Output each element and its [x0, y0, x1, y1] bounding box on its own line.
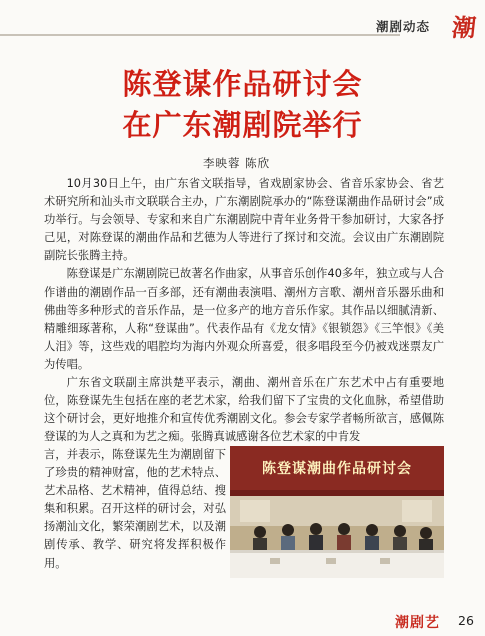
- section-label: 潮剧动态: [376, 19, 431, 34]
- paragraph-3: 广东省文联副主席洪楚平表示，潮曲、潮州音乐在广东艺术中占有重要地位，陈登谋先生包括在座的老艺术家，给我们留下了宝贵的文化血脉，希望借助这个研讨会，更好地推介和宣传优秀潮剧文化。参会专家学者畅所欲言，感佩陈登谋的为人之真和为艺之痴。张腾真诚感谢各位艺术家的中肯发: [44, 376, 444, 444]
- paragraph-1: 10月30日上午，由广东省文联指导，省戏剧家协会、省音乐家协会、省艺术研究所和汕头市文联联合主办，广东潮剧院承办的“陈登谋潮曲作品研讨会”成功举行。与会领导、专家和来自广东潮剧院中青年业务骨干参加研讨，大家各抒己见，对陈登谋的潮曲作品和艺德为人等进行了探讨和交流。会议由广东潮剧院副院长张腾主持。: [44, 177, 444, 263]
- page-number: 26: [458, 613, 474, 628]
- paragraph-3-continuation: 言，并表示，陈登谋先生为潮剧留下了珍贵的精神财富，他的艺术特点、艺术品格、艺术精神，值得总结、搜集和积累。召开这样的研讨会，对弘扬潮汕文化，繁荣潮剧艺术，以及潮剧传承、教学、研究将发挥积极作用。: [44, 448, 226, 570]
- article-title-line2: 在广东潮剧院举行: [122, 108, 363, 142]
- article-body: [44, 175, 444, 446]
- photo-banner-text: 陈登谋潮曲作品研讨会: [262, 461, 412, 477]
- paragraph-2: 陈登谋是广东潮剧院已故著名作曲家，从事音乐创作40多年，独立或与人合作谱曲的潮剧作品一百多部，还有潮曲表演唱、潮州方言歌、潮州音乐器乐曲和佛曲等多种形式的音乐作品，是一位多产的地方音乐作家。其作品以细腻清新、精雕细琢著称，人称“登谋曲”。代表作品有《龙女情》《银锁怨》《三竿恨》《美人泪》等，这些戏的唱腔均为海内外观众所喜爱，很多唱段至今仍被戏迷票友广为传唱。: [44, 267, 444, 371]
- article-title-line1: 陈登谋作品研讨会: [122, 67, 363, 101]
- header-rule: [0, 34, 400, 36]
- magazine-signature: 潮剧艺: [395, 615, 440, 631]
- seminar-photo: [230, 446, 444, 578]
- article-authors: 李映蓉 陈欣: [203, 156, 271, 170]
- section-emblem: 潮: [450, 13, 478, 42]
